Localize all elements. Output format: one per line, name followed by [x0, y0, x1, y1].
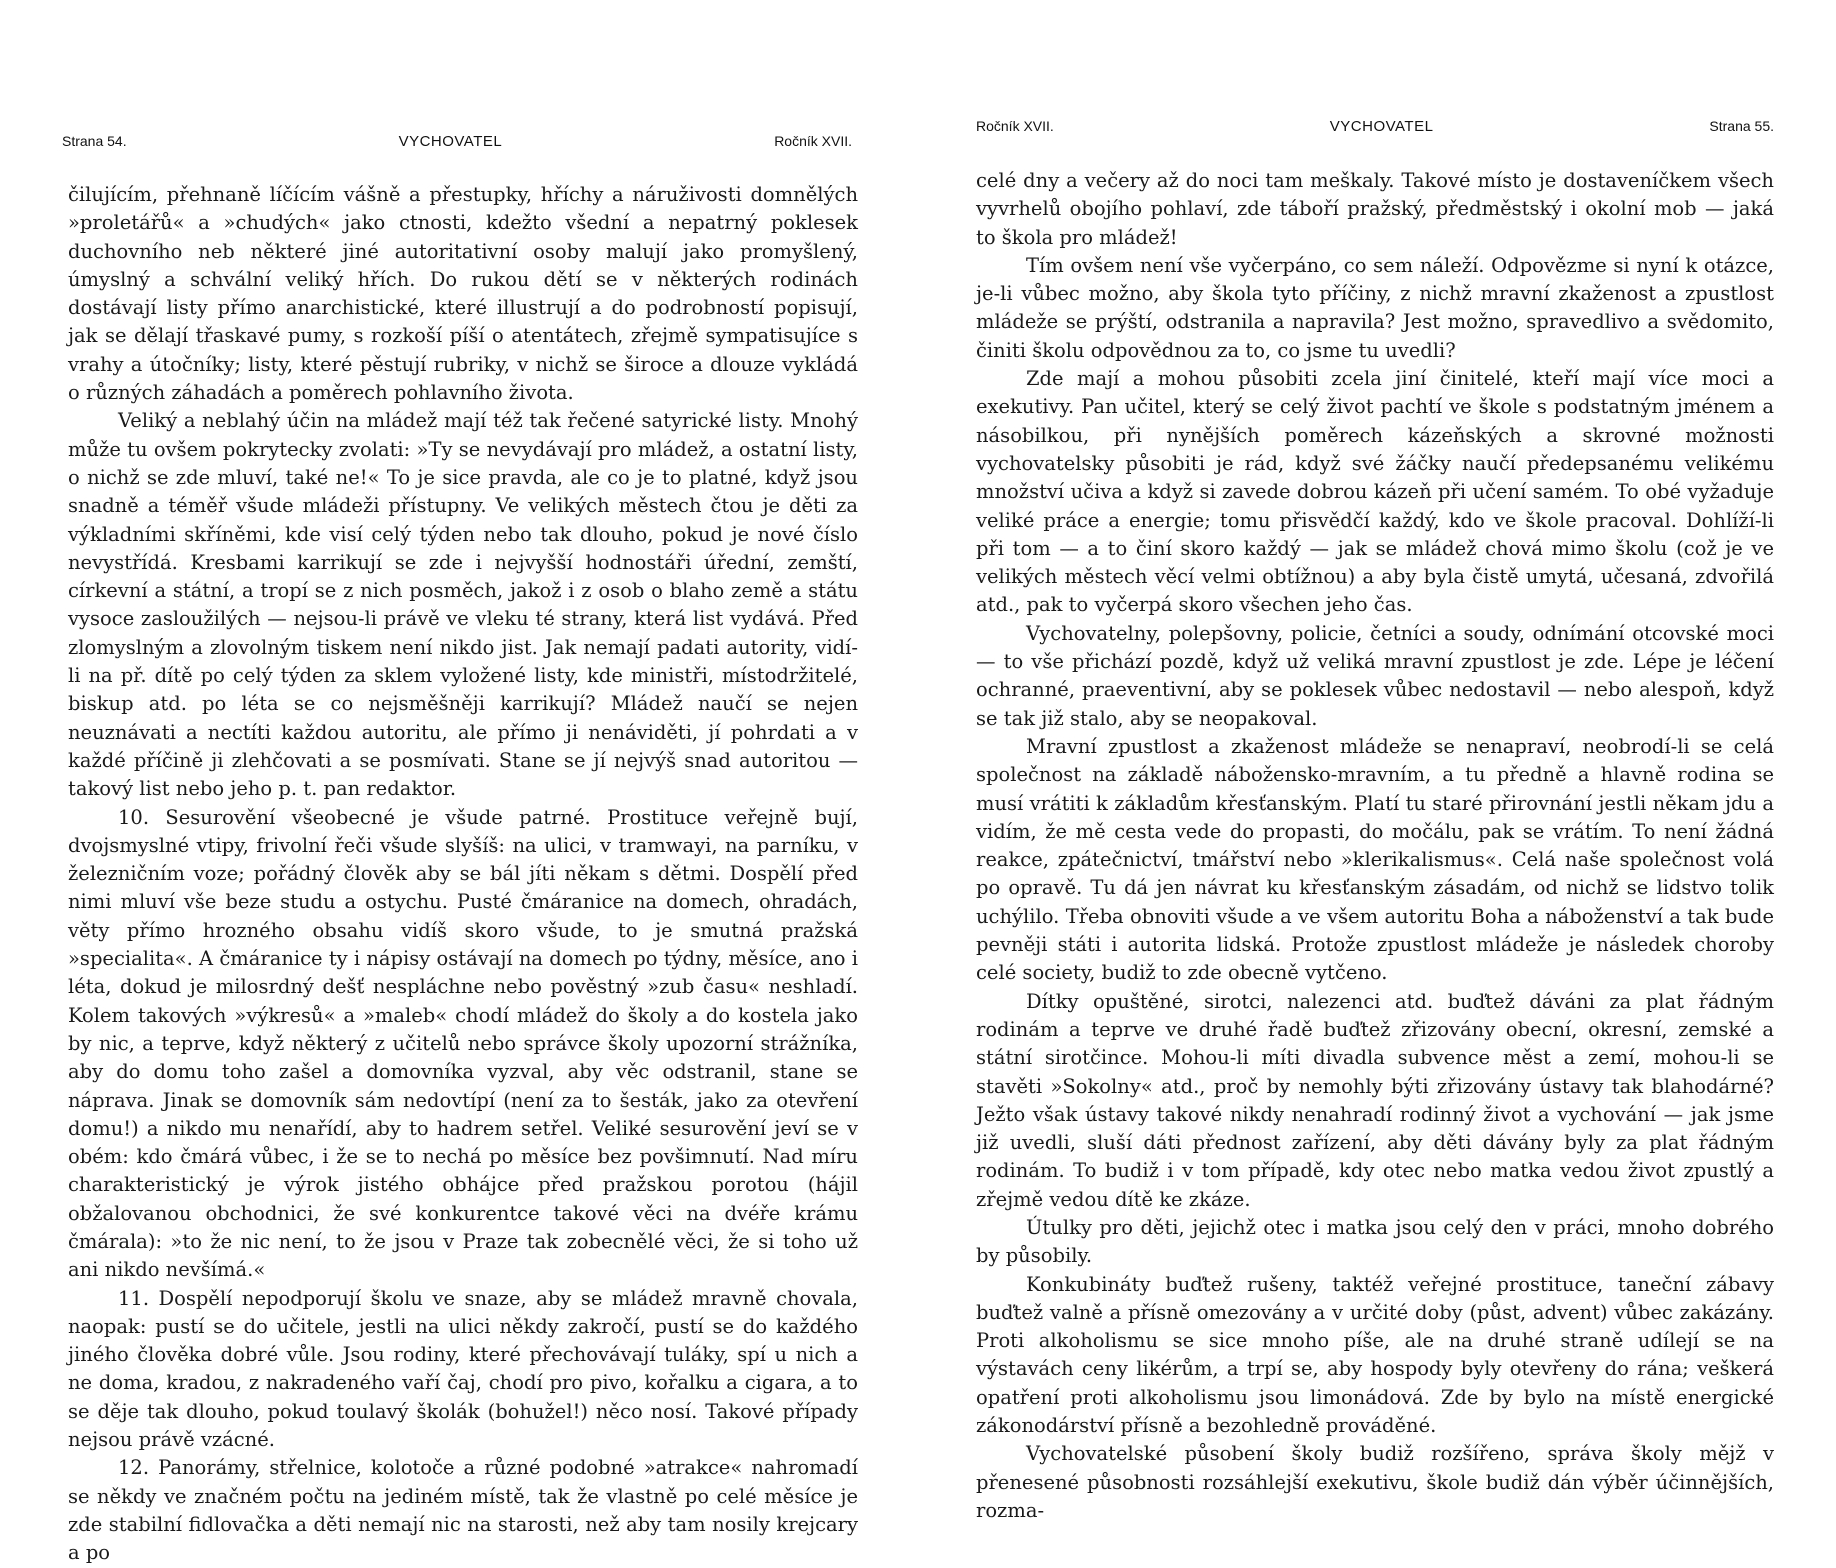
right-running-header — [976, 118, 1774, 135]
paragraph: Útulky pro děti, jejichž otec i matka jsou celý den v práci, mnoho dobrého by působily. — [976, 1215, 1774, 1268]
paragraph: Zde mají a mohou působiti zcela jiní činitelé, kteří mají více moci a exekutivy. Pan učitel, který se celý život pachtí ve škole s podstatným jménem a násobilkou, při nynějších poměrech kázeňských a skrovné možnosti vychovatelsky působiti je rád, když své žáčky naučí předepsanému velikému množství učiva a když si zavede dobrou kázeň při učení samém. To obé vyžaduje veliké práce a energie; tomu přisvědčí každý, kdo ve škole pracoval. Dohlíží-li při tom — a to činí skoro každý — jak se mládež chová mimo školu (což je ve velikých městech věcí velmi obtížnou) a aby byla čistě umytá, učesaná, zdvořilá atd., pak to vyčerpá skoro všechen jeho čas. — [976, 367, 1774, 617]
right-body-text — [976, 167, 1774, 1525]
paragraph: Mravní zpustlost a zkaženost mládeže se nenapraví, neobrodí-li se celá společnost na základě nábožensko-mravním, a tu předně a hlavně rodina se musí vrátiti k základům křesťanským. Platí tu staré přirovnání jestli někam jdu a vidím, že mě cesta vede do propasti, do močálu, pak se vrátím. To není žádná reakce, zpátečnictví, tmářství nebo »klerikalismus«. Celá naše společnost volá po opravě. Tu dá jen návrat ku křesťanským zásadám, od nichž se lidstvo tolik uchýlilo. Třeba obnoviti všude a ve všem autoritu Boha a náboženství a tak bude pevněji státi i autorita lidská. Protože zpustlost mládeže je následek choroby celé society, budiž to zde obecně vytčeno. — [976, 734, 1774, 985]
paragraph: 11. Dospělí nepodporují školu ve snaze, aby se mládež mravně chovala, naopak: pustí se do učitele, jestli na ulici někdy zakročí, pustí se do každého jiného člověka dobré vůle. Jsou rodiny, které přechovávají tuláky, spí u nich a ne doma, kradou, z nakradeného vaří čaj, chodí pro pivo, kořalku a cigara, a to se děje tak dlouho, pokud toulavý školák (bohužel!) něco nosí. Takové případy nejsou právě vzácné. — [68, 1286, 858, 1452]
paragraph: Vychovatelské působení školy budiž rozšířeno, správa školy mějž v přenesené působnosti rozsáhlejší exekutivu, škole budiž dán výběr účinnějších, rozma- — [976, 1442, 1774, 1522]
paragraph: Veliký a neblahý účin na mládež mají též tak řečené satyrické listy. Mnohý může tu ovšem pokrytecky zvolati: »Ty se nevydávají pro mládež, a ostatní listy, o nichž se zde mluví, také ne!« To je sice pravda, ale co je to platné, když jsou snadně a téměř všude mládeži přístupny. Ve velikých městech čtou je děti za výkladními skříněmi, kde visí celý týden nebo tak dlouho, pokud je nové číslo nevystřídá. Kresbami karrikují se zde i nejvyšší hodnostáři úřední, zemští, církevní a státní, a tropí se z nich posměch, jakož i z osob o blaho země a státu vysoce zasloužilých — nejsou-li právě ve vleku té strany, která list vydává. Před zlomyslným a zlovolným tiskem není nikdo jist. Jak nemají padati autority, vidí-li na př. dítě po celý týden za sklem vyložené listy, kde ministři, místodržitelé, biskup atd. po léta se co nejsměšněji karrikují? Mládež naučí se nejen neuznávati a nectíti každou autoritu, ale přímo ji nenáviděti, jí pohrdati a v každé příčině ji zlehčovati a se posmívati. Stane se jí nejvýš snad autoritou — takový list nebo jeho p. t. pan redaktor. — [68, 409, 858, 801]
paragraph: 12. Panorámy, střelnice, kolotoče a různé podobné »atrakce« nahromadí se někdy ve značném počtu na jediném místě, tak že vlastně po celé měsíce je zde stabilní fidlovačka a děti nemají nic na starosti, než aby tam nosily krejcary a po — [68, 1456, 858, 1565]
right-volume: Ročník XVII. — [976, 118, 1054, 134]
right-journal-title: VYCHOVATEL — [1329, 118, 1434, 135]
paragraph: Vychovatelny, polepšovny, policie, četníci a soudy, odnímání otcovské moci — to vše přichází pozdě, když už veliká mravní zpustlost je zde. Lépe je léčení ochranné, praeventivní, aby se poklesek vůbec nedostavil — nebo alespoň, když se tak již stalo, aby se neopakoval. — [976, 621, 1774, 730]
right-page — [918, 0, 1836, 1522]
paragraph: Dítky opuštěné, sirotci, nalezenci atd. buďtež dáváni za plat řádným rodinám a teprve ve druhé řadě buďtež zřizovány obecní, okresní, zemské a státní sirotčince. Mohou-li míti divadla subvence měst a zemí, mohou-li se stavěti »Sokolny« atd., proč by nemohly býti zřizovány ústavy tak blahodárné? Ježto však ústavy takové nikdy nenahradí rodinný život a vychování — jak jsme již uvedli, sluší dáti přednost zařízení, aby děti dávány byly za plat řádným rodinám. To budiž i v tom případě, kdy otec nebo matka vedou život zpustlý a zřejmě vedou dítě ke zkáze. — [976, 989, 1774, 1211]
paragraph: Konkubináty buďtež rušeny, taktéž veřejné prostituce, taneční zábavy buďtež valně a přísně omezovány a v určité doby (půst, advent) vůbec zakázány. Proti alkoholismu se sice mnoho píše, ale na druhé straně udílejí se na výstavách ceny likérům, a trpí se, aby hospody byly otevřeny do rána; veškerá opatření proti alkoholismu jsou limonádová. Zde by bylo na místě energické zákonodárství přísně a bezohledně prováděné. — [976, 1272, 1774, 1438]
left-body-text — [68, 181, 858, 1568]
paragraph: 10. Sesurovění všeobecné je všude patrné. Prostituce veřejně bují, dvojsmyslné vtipy, frivolní řeči všude slyšíš: na ulici, v tramwayi, na parníku, v železničním voze; pořádný člověk aby se bál jíti někam s dětmi. Dospělí před nimi mluví vše beze studu a ostychu. Pusté čmáranice na domech, ohradách, věty přímo hrozného obsahu vidíš skoro všude, to je smutná pražská »specialita«. A čmáranice ty i nápisy ostávají na domech po týdny, měsíce, ano i léta, dokud je milosrdný dešť nespláchne nebo pověstný »zub času« neshladí. Kolem takových »výkresů« a »maleb« chodí mládež do školy a do kostela jako by nic, a teprve, když některý z učitelů nebo správce školy upozorní strážníka, aby do domu toho zašel a domovníka vyzval, aby věc odstranil, stane se náprava. Jinak se domovník sám nedovtípí (není za to šesták, jako za otevření domu!) a nikdo mu nenařídí, aby to hadrem setřel. Veliké sesurovění jeví se v obém: kdo čmárá vůbec, i že se to nechá po měsíce bez povšimnutí. Nad míru charakteristický je výrok jistého obhájce před pražskou porotou (hájil obžalovanou obchodnici, že své konkurentce takové věci na dvéře krámu čmárala): »to že nic není, to že jsou v Praze tak zobecnělé věci, že si toho už ani nikdo nevšímá.« — [68, 805, 858, 1282]
right-page-number: Strana 55. — [1709, 118, 1774, 134]
left-page — [0, 0, 918, 1565]
paragraph: čilujícím, přehnaně líčícím vášně a přestupky, hříchy a náruživosti domnělých »proletářů« a »chudých« jako ctnosti, kdežto všední a nepatrný poklesek duchovního neb některé jiné autoritativní osoby malují jako promyšlený, úmyslný a schvální veliký hřích. Do rukou dětí se v některých rodinách dostávají listy přímo anarchistické, které illustrují a do podrobností popisují, jak se dělají třaskavé pumy, s rozkoší píší o atentátech, zřejmě sympatisujíce s vrahy a útočníky; listy, které pěstují rubriky, v nichž se široce a dlouze vykládá o různých záhadách a poměrech pohlavního života. — [68, 183, 858, 405]
left-page-number: Strana 54. — [62, 133, 127, 149]
left-journal-title: VYCHOVATEL — [398, 133, 503, 150]
left-volume: Ročník XVII. — [774, 133, 852, 149]
paragraph: celé dny a večery až do noci tam meškaly. Takové místo je dostaveníčkem všech vyvrhelů obojího pohlaví, zde táboří pražský, předměstský i okolní mob — jaká to škola pro mládež! — [976, 169, 1774, 249]
left-running-header — [62, 133, 852, 150]
paragraph: Tím ovšem není vše vyčerpáno, co sem náleží. Odpovězme si nyní k otázce, je-li vůbec možno, aby škola tyto příčiny, z nichž mravní zkaženost a zpustlost mládeže se prýští, odstranila a napravila? Jest možno, spravedlivo a svědomito, činiti školu odpovědnou za to, co jsme tu uvedli? — [976, 253, 1774, 362]
